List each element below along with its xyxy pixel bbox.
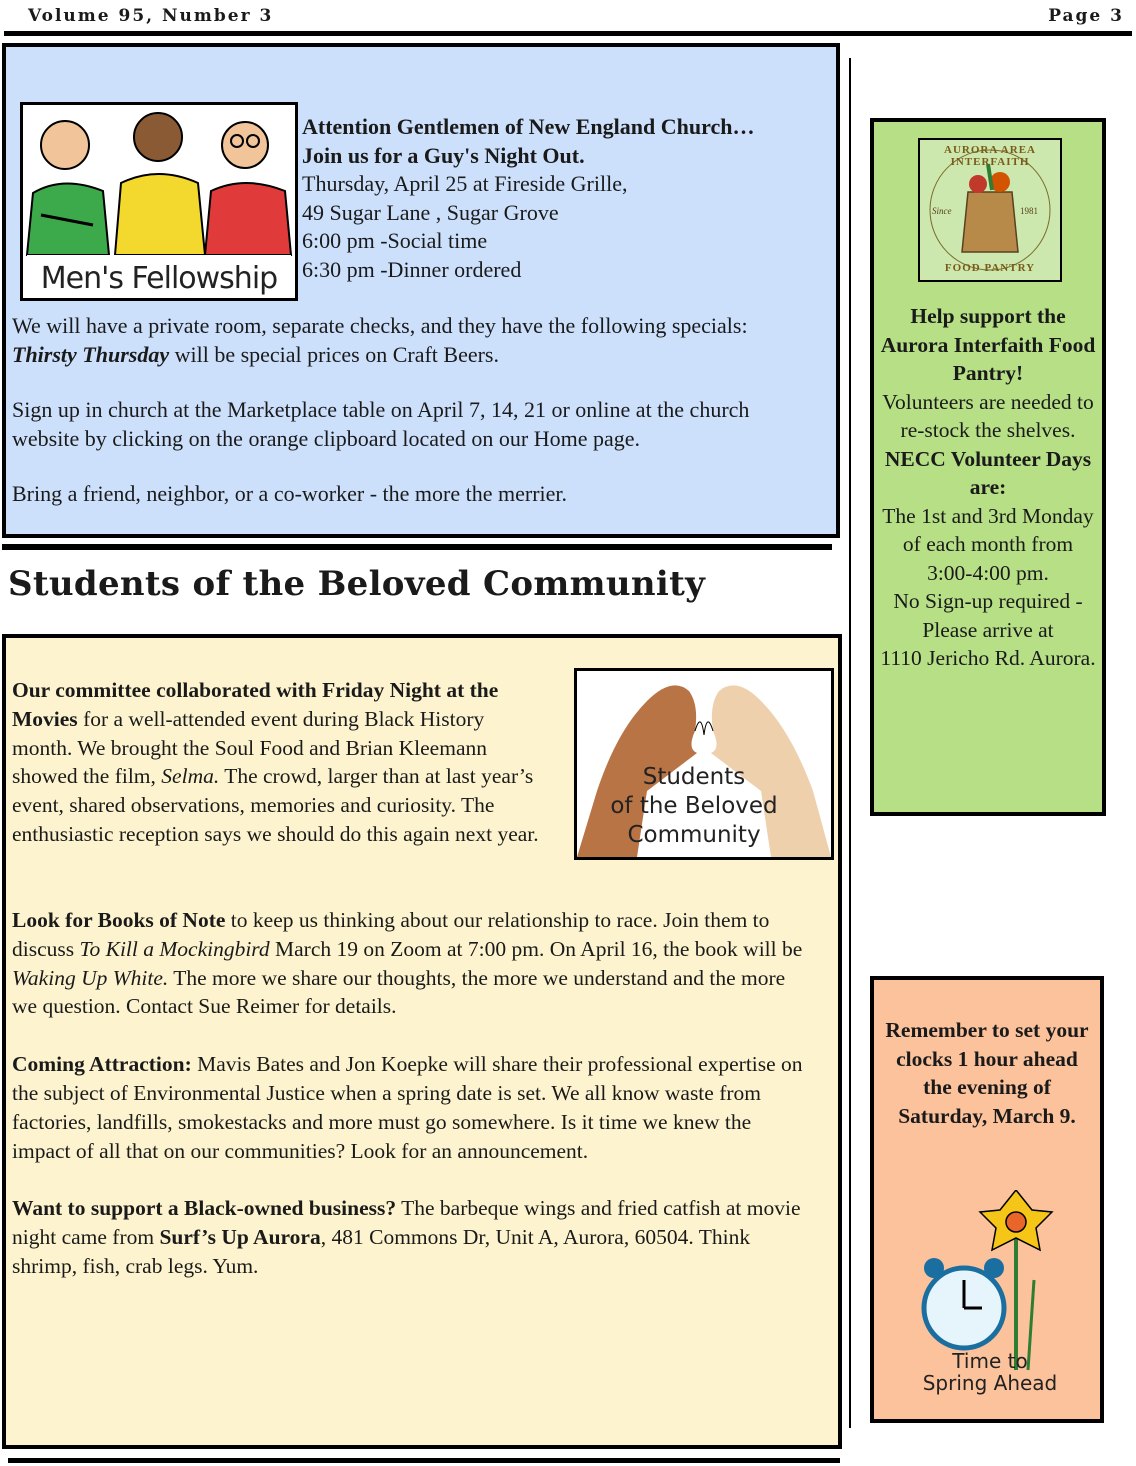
business-text: The barbeque wings and fried catfish at movie night came from bbox=[12, 1196, 801, 1250]
specials-text-end: will be special prices on Craft Beers. bbox=[169, 341, 499, 367]
volume-number: Volume 95, Number 3 bbox=[28, 6, 274, 26]
beloved-community-logo bbox=[574, 668, 834, 860]
books-text-mid: March 19 on Zoom at 7:00 pm. On April 16, the book will be bbox=[269, 936, 803, 961]
pantry-text bbox=[880, 302, 1096, 673]
books-lead: Look for Books of Note bbox=[12, 908, 226, 932]
movies-text-end: The crowd, larger than at last year’s event, shared observations, memories and curiosity. The enthusiastic reception says we should do this again next year. bbox=[12, 764, 539, 846]
page-number: Page 3 bbox=[1048, 6, 1124, 26]
specials-text: We will have a private room, separate checks, and they have the following specials: bbox=[12, 313, 748, 338]
section-rule bbox=[2, 544, 832, 550]
mens-para-bring: Bring a friend, neighbor, or a co-worker - the more the merrier. bbox=[12, 481, 568, 506]
mens-attention-line: Attention Gentlemen of New England Church… bbox=[302, 114, 755, 139]
students-body bbox=[12, 906, 812, 1281]
mens-fellowship-image bbox=[20, 102, 298, 301]
business-text-end: , 481 Commons Dr, Unit A, Aurora, 60504. Think shrimp, fish, crab legs. Yum. bbox=[12, 1225, 751, 1278]
caption-spring-ahead: Spring Ahead bbox=[922, 1371, 1058, 1395]
spring-ahead-image bbox=[916, 1190, 1066, 1405]
students-para-coming bbox=[12, 1050, 812, 1165]
mens-join-line: Join us for a Guy's Night Out. bbox=[302, 142, 585, 168]
mens-fellowship-caption: Men's Fellowship bbox=[40, 261, 278, 296]
book-waking-up-white: Waking Up White. bbox=[12, 965, 169, 990]
pantry-logo-year: 1981 bbox=[1020, 206, 1038, 216]
coming-text: Mavis Bates and Jon Koepke will share their professional expertise on the subject of Environmental Justice when a spring date is set. We all know waste from factories, landfills, smokestacks and more must go somewhere. Is it time we knew the impact of all that on our communities? Look for an announcement. bbox=[12, 1052, 803, 1163]
books-text: to keep us thinking about our relationship to race. Join them to discuss bbox=[12, 908, 770, 961]
mens-body bbox=[12, 312, 812, 509]
spring-ahead-box bbox=[870, 976, 1104, 1423]
mens-para-signup: Sign up in church at the Marketplace table on April 7, 14, 21 or online at the church website by clicking on the orange clipboard located on our Home page. bbox=[12, 397, 750, 451]
mens-date-line: Thursday, April 25 at Fireside Grille, bbox=[302, 171, 628, 196]
pantry-schedule: The 1st and 3rd Monday of each month from 3:00-4:00 pm. bbox=[882, 503, 1094, 585]
food-pantry-logo bbox=[918, 138, 1062, 282]
pantry-volunteers: Volunteers are needed to re-stock the shelves. bbox=[882, 389, 1094, 442]
thirsty-thursday: Thirsty Thursday bbox=[12, 341, 170, 367]
students-para-books bbox=[12, 906, 812, 1021]
logo-of-beloved: of the Beloved bbox=[610, 793, 778, 819]
beloved-logo-text bbox=[577, 763, 811, 850]
books-text-end: The more we share our thoughts, the more we understand and the more we question. Contact Sue Reimer for details. bbox=[12, 965, 786, 1019]
caption-time-to: Time to bbox=[952, 1349, 1028, 1373]
mens-address-line: 49 Sugar Lane , Sugar Grove bbox=[302, 199, 559, 225]
students-para-movies bbox=[12, 676, 542, 849]
pantry-heading: Help support the Aurora Interfaith Food Pantry! bbox=[880, 304, 1096, 385]
column-divider bbox=[849, 58, 851, 1428]
coming-lead: Coming Attraction: bbox=[12, 1052, 192, 1077]
clocks-reminder: Remember to set your clocks 1 hour ahead the evening of Saturday, March 9. bbox=[885, 1018, 1089, 1128]
logo-students: Students bbox=[642, 764, 746, 790]
film-title: Selma. bbox=[161, 764, 220, 789]
bottom-rule bbox=[8, 1458, 840, 1463]
spring-ahead-caption bbox=[910, 1350, 1070, 1394]
mens-para-specials bbox=[12, 312, 812, 369]
pantry-logo-bottom: FOOD PANTRY bbox=[944, 262, 1036, 274]
mens-fellowship-box bbox=[2, 43, 840, 538]
movies-text: for a well-attended event during Black History month. We brought the Soul Food and Brian Kleemann showed the film, bbox=[12, 706, 487, 789]
pantry-signup-note: No Sign-up required - Please arrive at bbox=[893, 589, 1083, 642]
logo-community: Community bbox=[627, 822, 761, 848]
students-box bbox=[2, 634, 842, 1449]
pantry-days-heading: NECC Volunteer Days are: bbox=[884, 446, 1092, 499]
business-lead: Want to support a Black-owned business? bbox=[12, 1196, 397, 1221]
mens-dinner-time: 6:30 pm -Dinner ordered bbox=[302, 256, 522, 282]
students-para-business bbox=[12, 1194, 812, 1280]
food-pantry-box bbox=[870, 118, 1106, 816]
mens-event-details bbox=[302, 113, 832, 284]
header-rule bbox=[4, 31, 1132, 36]
pantry-logo-since: Since bbox=[932, 206, 952, 216]
students-heading: Students of the Beloved Community bbox=[8, 564, 706, 604]
mens-social-time: 6:00 pm -Social time bbox=[302, 228, 488, 253]
pantry-logo-arc: AURORA AREA INTERFAITH bbox=[944, 144, 1036, 168]
movies-lead: Our committee collaborated with Friday Night at the Movies bbox=[12, 678, 499, 731]
business-name: Surf’s Up Aurora bbox=[159, 1225, 321, 1250]
pantry-address: 1110 Jericho Rd. Aurora. bbox=[880, 646, 1096, 670]
book-mockingbird: To Kill a Mockingbird bbox=[79, 936, 270, 961]
